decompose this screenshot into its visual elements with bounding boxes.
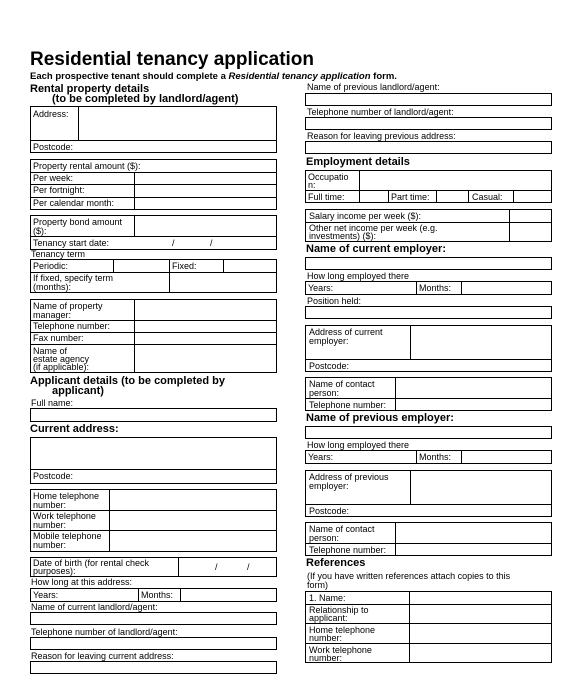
salary-field[interactable] — [510, 210, 551, 222]
employment-years-field[interactable] — [340, 282, 416, 294]
property-address-field[interactable] — [79, 107, 276, 140]
references-table — [305, 591, 552, 663]
landlord-name-label: Name of current landlord/agent: — [31, 602, 158, 612]
casual-checkbox[interactable] — [514, 191, 551, 202]
previous-employer-address-label: Address of previous — [309, 472, 389, 482]
previous-employer-heading: Name of previous employer: — [306, 412, 454, 424]
position-held-field[interactable] — [305, 306, 552, 319]
property-address-box — [30, 106, 277, 153]
previous-employer-address-box — [305, 470, 552, 517]
full-name-label: Full name: — [31, 398, 74, 408]
references-note-end: form) — [307, 580, 328, 590]
relationship-label: Relationship to — [309, 605, 369, 615]
applicant-details-heading: Applicant details (to be completed by — [30, 375, 225, 387]
reference-name-label: 1. Name: — [309, 593, 346, 603]
previous-contact-table — [305, 522, 552, 556]
property-manager-table — [30, 299, 277, 373]
full-time-label: Full time: — [308, 192, 345, 202]
employment-months-field[interactable] — [462, 282, 551, 294]
previous-employer-address-field[interactable] — [411, 471, 551, 504]
tenancy-start-label: Tenancy start date: — [33, 238, 110, 248]
manager-name-label-end: manager: — [33, 310, 72, 320]
date-separator: / — [247, 562, 250, 572]
fax-field[interactable] — [135, 333, 276, 344]
references-note: (If you have written references attach copies to this — [307, 571, 511, 581]
landlord-telephone-field[interactable] — [30, 637, 277, 650]
previous-employment-years-field[interactable] — [340, 451, 416, 463]
bond-amount-field[interactable] — [135, 216, 276, 236]
fixed-term-field[interactable] — [170, 273, 276, 292]
rental-property-heading: Rental property details — [30, 83, 150, 95]
occupation-label-end: n: — [308, 180, 316, 190]
contact-person-label: Name of contact — [309, 524, 375, 534]
address-duration-table — [30, 588, 277, 602]
applicant-details-heading-end: applicant) — [52, 385, 104, 397]
contact-telephone-label: Telephone number: — [309, 400, 387, 410]
bond-label: Property bond amount — [33, 217, 123, 227]
salary-label: Salary income per week ($): — [309, 211, 422, 221]
months-label: Months: — [419, 452, 452, 462]
previous-landlord-telephone-label: Telephone number of landlord/agent: — [307, 107, 454, 117]
bond-label-unit: ($): — [33, 226, 47, 236]
home-telephone-label: Home telephone — [33, 491, 100, 501]
agency-label-3: (if applicable): — [33, 362, 90, 372]
manager-name-label: Name of property — [33, 301, 103, 311]
full-name-field[interactable] — [30, 408, 277, 422]
tenancy-term-table — [30, 259, 277, 293]
per-week-label: Per week: — [33, 173, 74, 183]
current-postcode-field[interactable] — [91, 470, 276, 483]
per-week-field[interactable] — [135, 173, 276, 184]
date-separator: / — [210, 238, 213, 248]
income-table — [305, 209, 552, 242]
work-telephone-label-end: number: — [33, 520, 67, 530]
months-label: Months: — [419, 283, 452, 293]
postcode-label: Postcode: — [33, 142, 74, 152]
fixed-label: Fixed: — [172, 261, 197, 271]
fixed-term-label-unit: (months): — [33, 282, 72, 292]
contact-person-label-end: person: — [309, 533, 340, 543]
manager-name-field[interactable] — [135, 300, 276, 320]
current-employer-field[interactable] — [305, 257, 552, 270]
casual-label: Casual: — [472, 192, 503, 202]
how-long-employed-label: How long employed there — [307, 440, 410, 450]
tenancy-start-field[interactable] — [135, 237, 276, 249]
dob-table — [30, 557, 277, 577]
reference-home-telephone-label: Home telephone — [309, 625, 376, 635]
reason-leaving-previous-label: Reason for leaving previous address: — [307, 131, 456, 141]
current-address-box — [30, 437, 277, 484]
per-month-field[interactable] — [135, 198, 276, 209]
work-telephone-field[interactable] — [110, 511, 276, 530]
reason-leaving-current-field[interactable] — [30, 661, 277, 674]
subtitle-form-name: Residential tenancy application — [228, 71, 371, 82]
dob-field[interactable] — [179, 558, 276, 576]
previous-employment-months-field[interactable] — [462, 451, 551, 463]
postcode-label: Postcode: — [33, 471, 74, 481]
relationship-field[interactable] — [410, 605, 551, 623]
occupation-table — [305, 170, 552, 203]
fixed-term-label: If fixed, specify term — [33, 273, 114, 283]
relationship-label-end: applicant: — [309, 613, 348, 623]
per-fortnight-field[interactable] — [135, 185, 276, 197]
subtitle-text: Each prospective tenant should complete a — [30, 71, 229, 82]
agency-field[interactable] — [135, 345, 276, 372]
occupation-label: Occupatio — [308, 172, 349, 182]
months-label: Months: — [141, 590, 174, 600]
rental-amount-table — [30, 159, 277, 210]
employer-address-label-end: employer: — [309, 336, 349, 346]
home-telephone-label-end: number: — [33, 500, 67, 510]
per-month-label: Per calendar month: — [33, 198, 115, 208]
contact-person-label-end: person: — [309, 388, 340, 398]
contact-person-label: Name of contact — [309, 379, 375, 389]
periodic-field[interactable] — [114, 260, 169, 272]
previous-employment-duration-table — [305, 450, 552, 464]
agency-label-2: estate agency — [33, 354, 90, 364]
previous-employer-field[interactable] — [305, 426, 552, 439]
years-label: Years: — [308, 283, 334, 293]
occupation-field[interactable] — [360, 171, 551, 190]
previous-employer-address-label-end: employer: — [309, 481, 349, 491]
part-time-checkbox[interactable] — [437, 191, 468, 202]
agency-label: Name of — [33, 346, 68, 356]
how-long-address-label: How long at this address: — [31, 577, 133, 587]
subtitle-text-end: form. — [370, 71, 397, 82]
current-employer-address-field[interactable] — [411, 326, 551, 359]
part-time-label: Part time: — [391, 192, 430, 202]
landlord-name-field[interactable] — [30, 612, 277, 625]
property-postcode-field[interactable] — [91, 141, 276, 152]
form-subtitle — [30, 71, 397, 82]
how-long-employed-label: How long employed there — [307, 271, 410, 281]
home-telephone-field[interactable] — [110, 490, 276, 510]
previous-contact-telephone-field[interactable] — [396, 544, 551, 555]
current-contact-field[interactable] — [396, 378, 551, 398]
postcode-label: Postcode: — [309, 361, 350, 371]
reason-leaving-previous-field[interactable] — [305, 141, 552, 154]
bond-table — [30, 215, 277, 250]
reference-work-telephone-label: Work telephone — [309, 645, 372, 655]
applicant-phone-table — [30, 489, 277, 552]
previous-contact-field[interactable] — [396, 523, 551, 543]
manager-telephone-label: Telephone number: — [33, 321, 111, 331]
position-held-label: Position held: — [307, 296, 362, 306]
dob-label-end: purposes): — [33, 566, 76, 576]
current-address-heading: Current address: — [30, 423, 119, 435]
tenancy-term-label: Tenancy term — [31, 249, 86, 259]
rental-property-heading-note: (to be completed by landlord/agent) — [52, 93, 239, 105]
current-address-field[interactable] — [31, 438, 276, 469]
current-contact-telephone-field[interactable] — [396, 399, 551, 410]
form-title: Residential tenancy application — [30, 49, 315, 70]
landlord-telephone-label: Telephone number of landlord/agent: — [31, 627, 178, 637]
reference-work-telephone-label-end: number: — [309, 653, 343, 663]
reference-home-telephone-label-end: number: — [309, 633, 343, 643]
current-contact-table — [305, 377, 552, 411]
references-heading: References — [306, 557, 366, 569]
years-label: Years: — [33, 590, 59, 600]
other-income-label-end: investments) ($): — [309, 231, 377, 241]
mobile-telephone-label-end: number: — [33, 540, 67, 550]
employment-heading: Employment details — [306, 156, 410, 168]
previous-landlord-telephone-field[interactable] — [305, 117, 552, 130]
work-telephone-label: Work telephone — [33, 511, 96, 521]
current-employer-address-box — [305, 325, 552, 372]
manager-telephone-field[interactable] — [135, 321, 276, 332]
previous-employer-postcode-field[interactable] — [366, 505, 551, 516]
per-fortnight-label: Per fortnight: — [33, 185, 85, 195]
years-field[interactable] — [63, 589, 138, 601]
address-label: Address: — [33, 109, 69, 119]
rental-amount-label: Property rental amount ($): — [33, 161, 141, 171]
reference-work-telephone-field[interactable] — [410, 644, 551, 662]
date-separator: / — [172, 238, 175, 248]
dob-label: Date of birth (for rental check — [33, 558, 150, 568]
date-separator: / — [215, 562, 218, 572]
previous-landlord-label: Name of previous landlord/agent: — [307, 82, 440, 92]
postcode-label: Postcode: — [309, 506, 350, 516]
full-time-checkbox[interactable] — [360, 191, 388, 202]
mobile-telephone-label: Mobile telephone — [33, 531, 102, 541]
reference-home-telephone-field[interactable] — [410, 624, 551, 643]
current-employer-postcode-field[interactable] — [366, 360, 551, 371]
reference-name-field[interactable] — [410, 592, 551, 604]
fixed-field[interactable] — [224, 260, 276, 272]
employment-duration-table — [305, 281, 552, 295]
other-income-field[interactable] — [510, 223, 551, 241]
years-label: Years: — [308, 452, 334, 462]
previous-landlord-field[interactable] — [305, 93, 552, 106]
reason-leaving-current-label: Reason for leaving current address: — [31, 651, 174, 661]
mobile-telephone-field[interactable] — [110, 531, 276, 551]
other-income-label: Other net income per week (e.g. — [309, 223, 438, 233]
periodic-label: Periodic: — [33, 261, 69, 271]
fax-label: Fax number: — [33, 333, 84, 343]
current-employer-heading: Name of current employer: — [306, 243, 446, 255]
contact-telephone-label: Telephone number: — [309, 545, 387, 555]
employer-address-label: Address of current — [309, 327, 383, 337]
months-field[interactable] — [181, 589, 276, 601]
